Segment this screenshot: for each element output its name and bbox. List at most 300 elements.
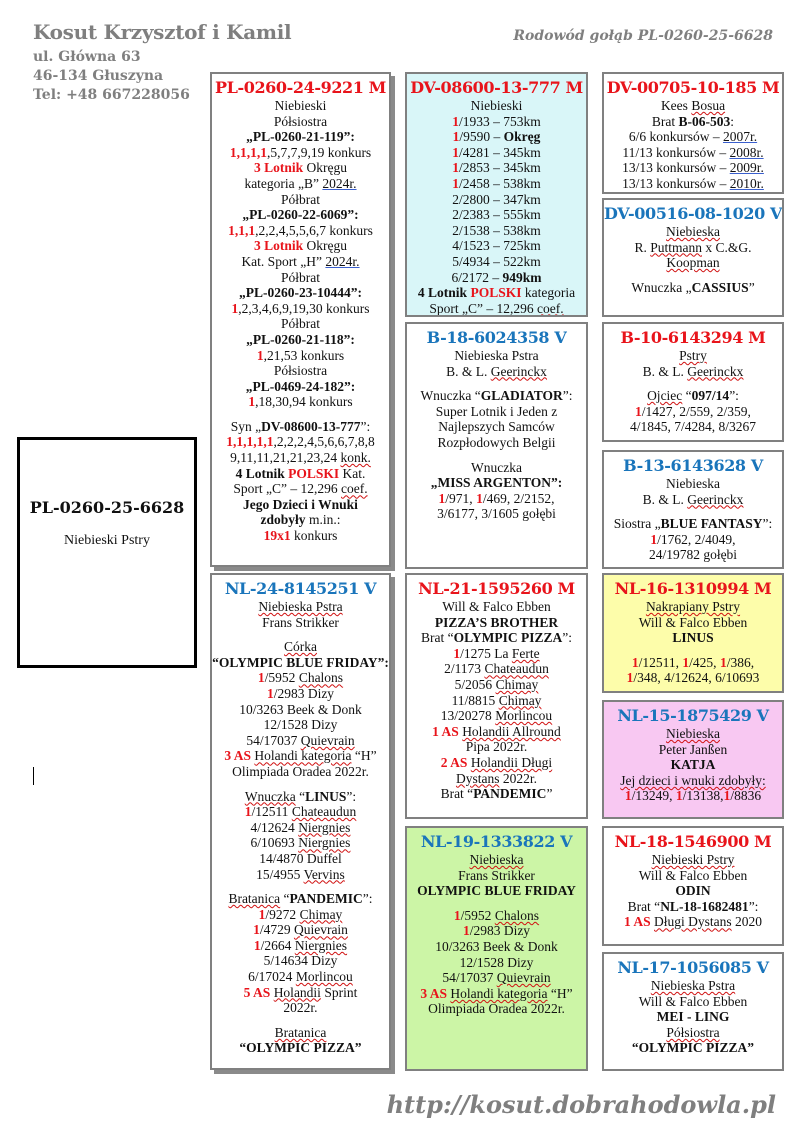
text-segment: 10/3263 Beek & Donk: [239, 701, 362, 717]
text-segment: Wnuczka: [244, 788, 296, 804]
info-line: [407, 176, 586, 192]
spacer: [407, 451, 586, 460]
text-segment: “OLYMPIC PIZZA”: [239, 1040, 362, 1056]
text-segment: ”:: [762, 516, 773, 532]
text-segment: B. & L.: [642, 491, 688, 507]
info-line: [212, 639, 389, 655]
text-segment: 4 Lotnik: [235, 465, 289, 481]
text-segment: 54/17037: [246, 732, 301, 748]
text-segment: /386,: [726, 654, 755, 670]
info-line: [212, 938, 389, 954]
highlight-text: 1: [719, 654, 727, 670]
text-segment: Chateaudun: [484, 661, 549, 677]
ring-number: DV-00516-08-1020 V: [604, 204, 783, 223]
info-line: [407, 364, 586, 380]
text-segment: 15/4955: [256, 866, 304, 882]
text-segment: „PL-0260-21-119”:: [246, 129, 355, 145]
ring-number: DV-00705-10-185 M: [606, 78, 780, 97]
text-segment: /2853 – 345km: [458, 160, 541, 176]
info-line: [604, 419, 782, 435]
text-segment: 2022r.: [283, 1000, 318, 1016]
info-line: [212, 717, 389, 733]
text-segment: 14/4870 Duffel: [259, 850, 342, 866]
text-segment: 6/2172 –: [451, 269, 503, 285]
text-segment: Peter Janßen: [658, 741, 728, 757]
highlight-text: 5 AS: [243, 984, 274, 1000]
text-segment: „PL-0469-24-182”:: [245, 378, 356, 394]
info-line: [212, 270, 389, 286]
info-line: [604, 280, 782, 296]
highlight-text: 1: [723, 788, 731, 804]
info-line: [212, 891, 389, 907]
text-segment: 4 Lotnik: [417, 285, 471, 301]
info-line: [604, 348, 782, 364]
text-cursor: [33, 767, 34, 785]
text-segment: Will & Falco Ebben: [638, 993, 748, 1009]
text-segment: Niergnies: [294, 937, 348, 953]
text-segment: NL-18-1682481: [660, 898, 749, 914]
text-segment: kategoria: [521, 285, 576, 301]
info-line: [212, 223, 389, 239]
text-segment: Sport „C” – 12,296: [233, 481, 341, 497]
text-segment: /1762, 2/4049,: [657, 531, 736, 547]
text-segment: B-06-503: [678, 113, 731, 129]
text-segment: Will & Falco Ebben: [638, 614, 748, 630]
info-line: [407, 1001, 586, 1017]
text-segment: m.in.:: [305, 512, 341, 528]
subject-color: Niebieski Pstry: [64, 533, 150, 548]
text-segment: Geerinckx: [687, 363, 744, 379]
highlight-text: 1: [650, 531, 658, 547]
text-segment: Koopman: [666, 255, 720, 271]
ring-number: NL-17-1056085 V: [617, 958, 769, 977]
text-segment: ODIN: [675, 883, 711, 899]
text-segment: BLUE FANTASY: [660, 516, 763, 532]
info-line: [407, 923, 586, 939]
highlight-text: 1: [452, 113, 459, 129]
info-line: [604, 630, 782, 646]
text-segment: Niergnies: [298, 835, 351, 851]
text-segment: 2024r.: [322, 175, 357, 191]
highlight-text: 1: [453, 645, 461, 661]
text-segment: Pstry: [679, 348, 707, 363]
text-segment: coef.: [341, 481, 368, 497]
info-line: [604, 404, 782, 420]
info-line: [407, 160, 586, 176]
text-segment: 12/1528 Dizy: [263, 717, 338, 733]
text-segment: Okręgu: [303, 238, 348, 254]
text-segment: Niebieska: [666, 726, 720, 741]
text-segment: Dystans: [455, 770, 500, 786]
text-segment: PIZZA’S BROTHER: [434, 614, 559, 630]
info-line: [407, 599, 586, 615]
info-line: [604, 160, 782, 176]
spacer: [604, 646, 782, 655]
info-line: [604, 114, 782, 130]
highlight-text: 3 AS: [420, 985, 451, 1001]
subject-ring: PL-0260-25-6628: [29, 498, 185, 517]
text-segment: ,2,3,4,6,9,19,30 konkurs: [238, 300, 370, 316]
text-segment: 24/19782 gołębi: [648, 547, 738, 563]
text-segment: Kees: [660, 98, 692, 113]
info-line: [407, 786, 586, 802]
text-segment: Puttmann: [650, 239, 702, 255]
highlight-text: 1: [453, 907, 461, 923]
info-line: [604, 145, 782, 161]
text-segment: Okręgu: [303, 160, 348, 176]
info-line: [212, 160, 389, 176]
paternal-grandfather-box: [405, 72, 588, 317]
spacer: [604, 507, 782, 516]
ring-number: B-10-6143294 M: [620, 328, 766, 347]
info-line: [407, 270, 586, 286]
text-segment: 9,11,11,21,21,23,24: [230, 450, 341, 466]
info-line: [604, 388, 782, 404]
text-segment: /2664: [260, 937, 295, 953]
info-line: [604, 98, 782, 114]
text-segment: Kat. Sport „H”: [241, 253, 326, 269]
spacer: [212, 1016, 389, 1025]
text-segment: 13/13 konkursów –: [622, 175, 730, 191]
text-segment: Quievrain: [496, 970, 551, 986]
ring-number: B-18-6024358 V: [426, 328, 567, 347]
highlight-text: 1: [256, 347, 264, 363]
spacer: [212, 410, 389, 419]
text-segment: ”:: [360, 418, 371, 434]
highlight-text: 1: [682, 654, 690, 670]
text-segment: OLYMPIC BLUE FRIDAY: [417, 883, 576, 899]
text-segment: “: [280, 891, 290, 907]
info-line: [212, 922, 389, 938]
text-segment: Rozpłodowych Belgii: [437, 434, 556, 450]
info-line: [212, 316, 389, 332]
highlight-text: 1: [452, 144, 459, 160]
text-segment: B. & L.: [642, 363, 688, 379]
text-segment: Niebieska Pstra: [454, 348, 539, 363]
text-segment: Olimpiada Oradea 2022r.: [428, 1001, 565, 1017]
text-segment: Holandii: [273, 984, 321, 1000]
info-line: [212, 192, 389, 208]
text-segment: Wnuczka „: [631, 279, 692, 295]
info-line: [407, 868, 586, 884]
text-segment: /469, 2/2152,: [482, 490, 555, 506]
info-line: [212, 969, 389, 985]
text-segment: Sprint: [320, 984, 358, 1000]
highlight-text: 1: [258, 906, 266, 922]
info-line: [407, 388, 586, 404]
text-segment: Syn „: [230, 418, 262, 434]
mother-box: [210, 573, 391, 1070]
text-segment: Morlincou: [495, 708, 553, 724]
breeder-city: 46-134 Głuszyna: [33, 68, 164, 84]
info-line: [604, 224, 782, 240]
text-segment: ”:: [562, 388, 573, 404]
spacer: [212, 780, 389, 789]
highlight-text: 1: [266, 685, 274, 701]
info-line: [407, 285, 586, 301]
highlight-text: 1: [452, 129, 460, 145]
info-line: [212, 599, 389, 615]
info-line: [604, 516, 782, 532]
info-line: [407, 615, 586, 631]
text-segment: 3/6177, 3/1605 gołębi: [437, 506, 556, 522]
info-line: [604, 1025, 782, 1041]
text-segment: Holandi kategoria: [450, 985, 548, 1001]
info-line: [407, 630, 586, 646]
ring-number: PL-0260-24-9221 M: [214, 78, 386, 97]
info-line: [604, 883, 782, 899]
ggp-fff-box: [602, 72, 784, 194]
info-line: [604, 914, 782, 930]
text-segment: 5/2056: [454, 676, 496, 692]
info-line: [407, 852, 586, 868]
info-line: [604, 899, 782, 915]
highlight-text: 1,1,1,1: [229, 144, 267, 160]
spacer: [407, 379, 586, 388]
text-segment: “OLYMPIC PIZZA”: [631, 1040, 755, 1056]
text-segment: 2008r.: [729, 144, 764, 160]
ggp-mmf-box: [602, 826, 784, 946]
text-segment: Geerinckx: [687, 491, 744, 507]
info-line: [604, 240, 782, 256]
info-line: [604, 1040, 782, 1056]
info-line: [604, 532, 782, 548]
text-segment: Niebieska: [666, 476, 720, 491]
highlight-text: 3 Lotnik: [253, 160, 304, 176]
text-segment: /4281 – 345km: [458, 144, 541, 160]
text-segment: 2024r.: [325, 253, 360, 269]
info-line: [407, 708, 586, 724]
text-segment: Quievrain: [300, 732, 355, 748]
highlight-text: 1: [452, 160, 459, 176]
info-line: [604, 742, 782, 758]
info-line: [212, 615, 389, 631]
text-segment: /348, 4/12624, 6/10693: [633, 670, 760, 686]
info-line: [212, 686, 389, 702]
text-segment: Super Lotnik i Jeden z: [435, 403, 558, 419]
text-segment: PANDEMIC: [289, 891, 363, 907]
text-segment: PANDEMIC: [473, 786, 547, 802]
ggp-ffm-box: [602, 198, 784, 317]
info-line: [407, 475, 586, 491]
text-segment: Niergnies: [298, 819, 351, 835]
info-line: [212, 907, 389, 923]
info-line: [604, 852, 782, 868]
info-line: [407, 646, 586, 662]
info-line: [212, 702, 389, 718]
info-line: [604, 492, 782, 508]
highlight-text: 1: [462, 923, 470, 939]
text-segment: /2458 – 538km: [458, 175, 541, 191]
text-segment: zdobyły: [260, 512, 306, 528]
spacer: [604, 379, 782, 388]
text-segment: Bosua: [691, 98, 726, 113]
info-line: [212, 497, 389, 513]
text-segment: /13138,: [682, 788, 724, 804]
text-segment: 12/1528 Dizy: [459, 954, 534, 970]
text-segment: Sport „C” – 12,296: [429, 300, 537, 316]
pedigree-title: Rodowód gołąb PL-0260-25-6628: [513, 28, 773, 44]
text-segment: Will & Falco Ebben: [638, 867, 748, 883]
text-segment: “OLYMPIC BLUE FRIDAY”:: [212, 654, 389, 670]
text-segment: Holandii Długi: [470, 754, 553, 770]
text-segment: ,2,2,4,5,5,6,7 konkurs: [255, 222, 373, 238]
info-line: [407, 986, 586, 1002]
text-segment: /4729: [259, 922, 294, 938]
info-line: [407, 98, 586, 114]
text-segment: Geerinckx: [490, 363, 547, 379]
text-segment: 2/2800 – 347km: [452, 191, 541, 207]
text-segment: Holandii Allround: [462, 723, 561, 739]
highlight-text: 1: [635, 403, 642, 419]
website-link[interactable]: http://kosut.dobrahodowla.pl: [386, 1090, 776, 1119]
text-segment: coef.: [537, 300, 564, 316]
breeder-street: ul. Główna 63: [33, 49, 141, 65]
text-segment: 2009r.: [729, 160, 764, 176]
text-segment: Niebieski Pstry: [651, 852, 735, 867]
text-segment: ”:: [562, 630, 572, 646]
info-line: [604, 994, 782, 1010]
info-line: [212, 379, 389, 395]
highlight-text: 19x1: [263, 528, 291, 544]
text-segment: 949km: [502, 269, 542, 285]
text-segment: /9590 –: [459, 129, 504, 145]
text-segment: Morlincou: [295, 969, 353, 985]
highlight-text: 1,1,1,1,1: [226, 434, 274, 450]
info-line: [407, 491, 586, 507]
text-segment: ”:: [748, 898, 759, 914]
text-segment: Okręg: [503, 129, 541, 145]
info-line: [604, 978, 782, 994]
text-segment: Niebieska: [469, 852, 524, 867]
text-segment: 10/3263 Beek & Donk: [435, 938, 558, 954]
highlight-text: POLSKI: [288, 465, 340, 481]
text-segment: Jego Dzieci i Wnuki: [243, 496, 358, 512]
text-segment: ,21,53 konkurs: [263, 347, 345, 363]
text-segment: Ojciec: [647, 388, 683, 404]
info-line: [212, 655, 389, 671]
info-line: [407, 223, 586, 239]
info-line: [604, 129, 782, 145]
info-line: [212, 363, 389, 379]
text-segment: Półbrat: [281, 191, 320, 207]
breeder-phone: Tel: +48 667228056: [33, 87, 190, 103]
text-segment: 11/13 konkursów –: [622, 144, 730, 160]
info-line: [407, 506, 586, 522]
text-segment: “H”: [351, 748, 377, 764]
ggp-mff-box: [602, 573, 784, 693]
info-line: [212, 238, 389, 254]
info-line: [604, 788, 782, 804]
text-segment: „PL-0260-23-10444”:: [239, 285, 362, 301]
info-line: [407, 254, 586, 270]
text-segment: /1933 – 753km: [458, 113, 541, 129]
text-segment: 13/13 konkursów –: [622, 160, 730, 176]
highlight-text: 1: [244, 804, 252, 820]
info-line: [212, 512, 389, 528]
info-line: [407, 460, 586, 476]
text-segment: 2007r.: [722, 129, 758, 145]
text-segment: Kat.: [339, 465, 366, 481]
highlight-text: 1: [476, 490, 483, 506]
text-segment: Półsiostra: [273, 113, 328, 129]
text-segment: “: [295, 788, 306, 804]
text-segment: 2010r.: [729, 175, 764, 191]
text-segment: Niebieski: [274, 98, 327, 113]
info-line: [604, 726, 782, 742]
text-segment: OLYMPIC PIZZA: [453, 630, 563, 646]
info-line: [604, 655, 782, 671]
text-segment: Will & Falco Ebben: [442, 599, 551, 614]
ggp-fmf-box: [602, 322, 784, 442]
highlight-text: 3 Lotnik: [253, 238, 304, 254]
text-segment: :: [730, 113, 735, 129]
text-segment: Półbrat: [281, 269, 320, 285]
text-segment: Wnuczka “: [420, 388, 481, 404]
text-segment: B. & L.: [446, 363, 491, 379]
info-line: [212, 867, 389, 883]
highlight-text: 1: [438, 490, 446, 506]
spacer: [212, 630, 389, 639]
text-segment: 5/14634 Dizy: [263, 953, 338, 969]
info-line: [212, 1040, 389, 1056]
info-line: [604, 255, 782, 271]
text-segment: /1275 La: [460, 645, 512, 661]
info-line: [212, 466, 389, 482]
text-segment: /2983 Dizy: [273, 685, 335, 701]
breeder-name: Kosut Krzysztof i Kamil: [33, 20, 292, 44]
info-line: [212, 176, 389, 192]
text-segment: konk.: [340, 450, 371, 466]
info-line: [407, 348, 586, 364]
text-segment: 13/20278: [440, 708, 496, 724]
text-segment: ”:: [362, 891, 373, 907]
info-line: [212, 98, 389, 114]
info-line: [604, 868, 782, 884]
text-segment: Niebieska: [666, 224, 720, 239]
info-line: [212, 804, 389, 820]
text-segment: 6/6 konkursów –: [628, 129, 723, 145]
maternal-grandmother-box: [405, 826, 588, 1071]
text-segment: /2983 Dizy: [469, 923, 531, 939]
info-line: [604, 1009, 782, 1025]
text-segment: Holandi kategoria: [254, 748, 352, 764]
info-line: [212, 748, 389, 764]
ring-number: NL-15-1875429 V: [617, 706, 769, 725]
text-segment: 2/2383 – 555km: [452, 207, 541, 223]
text-segment: “: [682, 388, 692, 404]
text-segment: Vervins: [303, 866, 345, 882]
highlight-text: 1: [253, 922, 260, 938]
text-segment: „PL-0260-22-6069”:: [242, 207, 359, 223]
info-line: [604, 670, 782, 686]
text-segment: „PL-0260-21-118”:: [246, 331, 355, 347]
text-segment: Nakrapiany Pstry: [645, 599, 741, 614]
text-segment: 5/4934 – 522km: [452, 253, 541, 269]
info-line: [604, 176, 782, 192]
text-segment: /8836: [730, 788, 762, 804]
info-line: [407, 739, 586, 755]
text-segment: KATJA: [670, 757, 716, 773]
text-segment: konkurs: [290, 528, 338, 544]
highlight-text: 1 AS: [623, 914, 654, 930]
text-segment: Najlepszych Samców: [438, 419, 555, 435]
text-segment: Olimpiada Oradea 2022r.: [232, 763, 369, 779]
info-line: [212, 1000, 389, 1016]
info-line: [212, 114, 389, 130]
text-segment: Niebieski: [470, 98, 523, 113]
ggp-mfm-box: [602, 700, 784, 819]
